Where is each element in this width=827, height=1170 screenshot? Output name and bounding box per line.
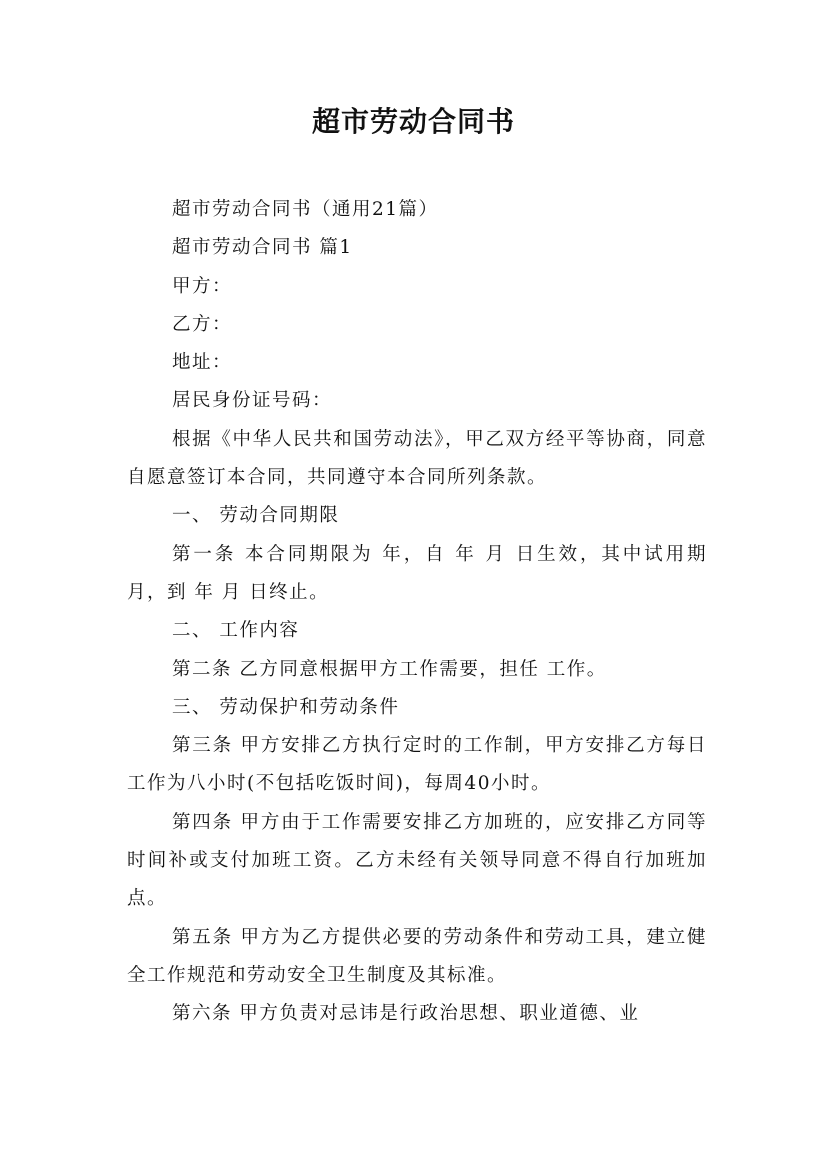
article-2: 第二条 乙方同意根据甲方工作需要，担任 工作。	[172, 658, 607, 680]
article-6: 第六条 甲方负责对忌讳是行政治思想、职业道德、业	[172, 1003, 640, 1025]
article-1: 第一条 本合同期限为 年，自 年 月 日生效，其中试用期 月，到 年 月 日终止。	[127, 543, 707, 603]
section-heading-work-content: 二、 工作内容	[172, 620, 300, 642]
paragraph-party-b: 乙方：	[172, 313, 233, 335]
paragraph-id-number: 居民身份证号码：	[172, 390, 333, 412]
section-heading-term: 一、 劳动合同期限	[172, 505, 340, 527]
paragraph-party-a: 甲方：	[172, 275, 233, 297]
document-title: 超市劳动合同书	[311, 105, 515, 138]
paragraph-address: 地址：	[172, 352, 233, 374]
document-body	[127, 191, 707, 1034]
paragraph-collection-title: 超市劳动合同书（通用21篇）	[172, 199, 439, 220]
section-heading-labor-protection: 三、 劳动保护和劳动条件	[172, 696, 400, 718]
paragraph-preamble: 根据《中华人民共和国劳动法》，甲乙双方经平等协商，同意自愿意签订本合同，共同遵守本合同所列条款。	[127, 428, 707, 489]
article-4: 第四条 甲方由于工作需要安排乙方加班的，应安排乙方同等时间补或支付加班工资。乙方未经有关领导同意不得自行加班加点。	[127, 811, 707, 910]
article-5: 第五条 甲方为乙方提供必要的劳动条件和劳动工具，建立健全工作规范和劳动安全卫生制度及其标准。	[127, 926, 707, 986]
article-3: 第三条 甲方安排乙方执行定时的工作制，甲方安排乙方每日工作为八小时(不包括吃饭时间)，每周40小时。	[127, 735, 707, 795]
paragraph-contract-heading: 超市劳动合同书 篇1	[172, 237, 353, 259]
